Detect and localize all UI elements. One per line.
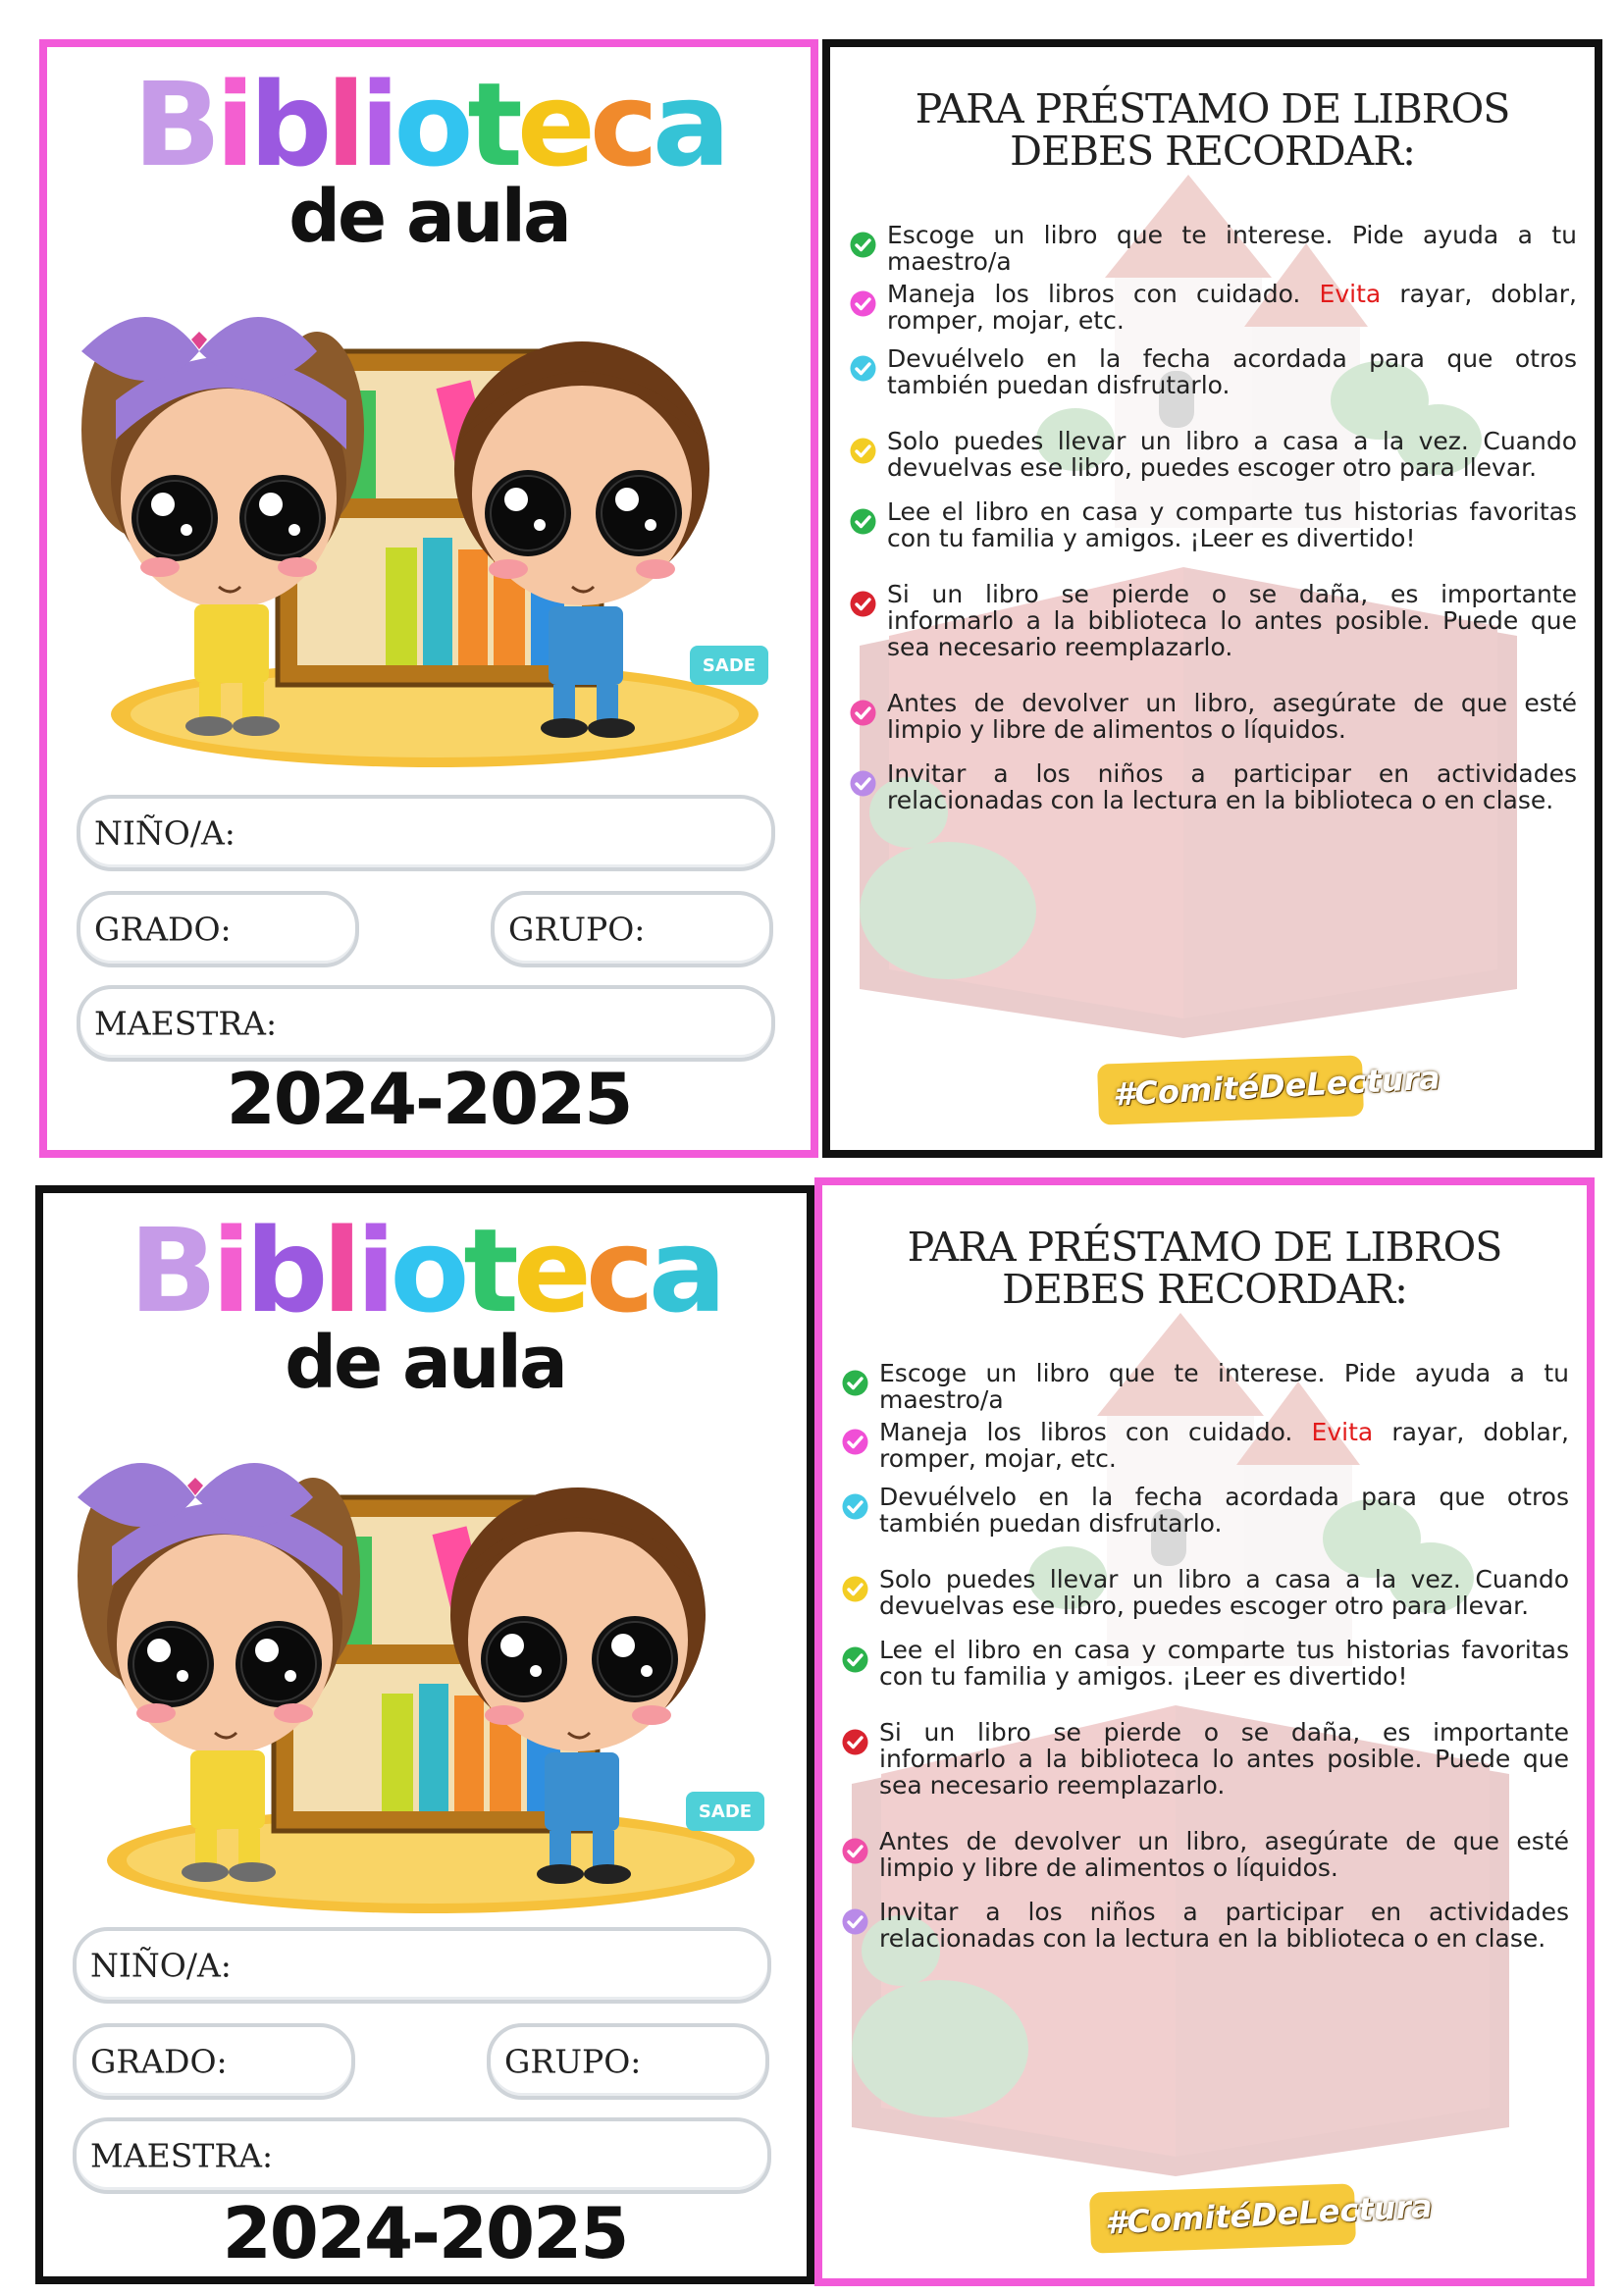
rule-text: Antes de devolver un libro, asegúrate de que esté limpio y libre de alimentos o líquidos. — [879, 1827, 1569, 1882]
rule-item — [850, 760, 1577, 813]
check-circle-icon — [842, 1908, 868, 1935]
rules-title-line2: DEBES RECORDAR: — [1002, 1265, 1407, 1313]
title-letter: c — [585, 1203, 649, 1338]
title-letter: t — [467, 57, 517, 192]
cover-title — [47, 57, 811, 192]
title-letter: e — [512, 1203, 586, 1338]
kids-bookshelf-illustration — [58, 1438, 804, 1933]
sade-logo — [686, 1792, 764, 1831]
rules-title-line1: PARA PRÉSTAMO DE LIBROS — [915, 85, 1510, 132]
nino-label: NIÑO/A: — [94, 813, 236, 853]
title-letter: o — [393, 57, 468, 192]
grado-field[interactable] — [77, 891, 359, 967]
rule-item — [842, 1719, 1569, 1799]
rule-text: Devuélvelo en la fecha acordada para que otros también puedan disfrutarlo. — [879, 1483, 1569, 1538]
school-year: 2024-2025 — [226, 1058, 632, 1140]
title-letter: i — [355, 1203, 391, 1338]
title-letter: i — [215, 57, 249, 192]
hashtag-label: #ComitéDeLectura — [1112, 1059, 1441, 1114]
maestra-field[interactable] — [73, 2117, 771, 2194]
grado-field[interactable] — [73, 2023, 355, 2100]
title-letter: b — [248, 57, 327, 192]
rule-item — [850, 428, 1577, 481]
rules-title-line2: DEBES RECORDAR: — [1010, 127, 1415, 175]
title-letter: b — [244, 1203, 323, 1338]
rule-highlight: Evita — [1311, 1418, 1374, 1446]
rule-item — [842, 1637, 1569, 1690]
rule-item — [842, 1484, 1569, 1537]
rule-item — [842, 1566, 1569, 1619]
rule-item — [850, 222, 1577, 275]
check-circle-icon — [842, 1729, 868, 1755]
rule-text: Invitar a los niños a participar en actividades relacionadas con la lectura en la biblioteca o en clase. — [887, 759, 1577, 814]
check-circle-icon — [842, 1646, 868, 1673]
rule-text: rayar, doblar, romper, mojar, etc. — [879, 1418, 1569, 1473]
check-circle-icon — [842, 1370, 868, 1396]
rule-text: Lee el libro en casa y comparte tus historias favoritas con tu familia y amigos. ¡Leer es divertido! — [887, 497, 1577, 552]
title-letter: a — [648, 1203, 721, 1338]
title-letter: B — [129, 1203, 212, 1338]
svg-text:SADE: SADE — [702, 655, 757, 676]
check-circle-icon — [850, 355, 876, 382]
rules-card-bottom — [814, 1177, 1595, 2286]
rule-text: Escoge un libro que te interese. Pide ayuda a tu maestro/a — [887, 221, 1577, 276]
hashtag-label: #ComitéDeLectura — [1104, 2187, 1434, 2242]
rules-list — [842, 1360, 1569, 1952]
grupo-label: GRUPO: — [504, 2042, 642, 2081]
cover-title-block — [43, 1203, 807, 1405]
maestra-label: MAESTRA: — [90, 2136, 274, 2175]
rule-text: Si un libro se pierde o se daña, es importante informarlo a la biblioteca lo antes posible. Puede que sea necesario reemplazarlo. — [879, 1718, 1569, 1800]
rule-item — [842, 1899, 1569, 1952]
check-circle-icon — [842, 1838, 868, 1864]
cover-title — [43, 1203, 807, 1338]
grupo-field[interactable] — [491, 891, 773, 967]
cover-card-bottom — [35, 1185, 814, 2284]
rule-text: Solo puedes llevar un libro a casa a la vez. Cuando devuelvas ese libro, puedes escoger otro para llevar. — [879, 1565, 1569, 1620]
check-circle-icon — [842, 1493, 868, 1520]
school-year: 2024-2025 — [222, 2192, 628, 2274]
title-letter: t — [463, 1203, 513, 1338]
check-circle-icon — [850, 591, 876, 617]
rules-title — [830, 85, 1595, 175]
rule-item — [842, 1828, 1569, 1881]
check-circle-icon — [842, 1576, 868, 1602]
check-circle-icon — [842, 1429, 868, 1455]
title-letter: e — [516, 57, 590, 192]
rule-text: Devuélvelo en la fecha acordada para que otros también puedan disfrutarlo. — [887, 344, 1577, 399]
check-circle-icon — [850, 232, 876, 258]
check-circle-icon — [850, 700, 876, 726]
cover-subtitle: de aula — [288, 174, 569, 259]
rule-text: Invitar a los niños a participar en actividades relacionadas con la lectura en la biblioteca o en clase. — [879, 1898, 1569, 1953]
cover-title-block — [47, 57, 811, 259]
rule-item — [850, 281, 1577, 334]
svg-text:SADE: SADE — [698, 1801, 753, 1822]
title-letter: i — [211, 1203, 245, 1338]
title-letter: l — [322, 1203, 356, 1338]
check-circle-icon — [850, 290, 876, 317]
title-letter: o — [390, 1203, 464, 1338]
rules-card-top — [822, 39, 1602, 1158]
rules-list — [850, 222, 1577, 813]
sade-logo — [690, 646, 768, 685]
cover-subtitle: de aula — [285, 1320, 565, 1405]
title-letter: i — [359, 57, 394, 192]
grupo-field[interactable] — [487, 2023, 769, 2100]
check-circle-icon — [850, 438, 876, 464]
rule-item — [850, 345, 1577, 398]
rule-highlight: Evita — [1319, 280, 1382, 308]
cover-card-top — [39, 39, 818, 1158]
rule-item — [850, 498, 1577, 551]
rule-text: Maneja los libros con cuidado. — [879, 1418, 1312, 1446]
check-circle-icon — [850, 508, 876, 535]
nino-label: NIÑO/A: — [90, 1946, 232, 1985]
rule-item — [842, 1419, 1569, 1472]
maestra-field[interactable] — [77, 985, 775, 1062]
rule-item — [842, 1360, 1569, 1413]
title-letter: B — [132, 57, 216, 192]
nino-field[interactable] — [73, 1927, 771, 2004]
rule-text: Si un libro se pierde o se daña, es importante informarlo a la biblioteca lo antes posible. Puede que sea necesario reemplazarlo. — [887, 580, 1577, 661]
title-letter: a — [652, 57, 725, 192]
grado-label: GRADO: — [94, 910, 232, 949]
rule-text: Escoge un libro que te interese. Pide ayuda a tu maestro/a — [879, 1359, 1569, 1414]
rule-text: Maneja los libros con cuidado. — [887, 280, 1320, 308]
grupo-label: GRUPO: — [508, 910, 646, 949]
rules-title — [822, 1224, 1587, 1313]
title-letter: l — [326, 57, 360, 192]
rule-text: rayar, doblar, romper, mojar, etc. — [887, 280, 1577, 335]
rules-title-line1: PARA PRÉSTAMO DE LIBROS — [907, 1224, 1502, 1271]
rule-text: Lee el libro en casa y comparte tus historias favoritas con tu familia y amigos. ¡Leer es divertido! — [879, 1636, 1569, 1691]
maestra-label: MAESTRA: — [94, 1004, 278, 1043]
kids-bookshelf-illustration — [62, 292, 808, 787]
rule-text: Solo puedes llevar un libro a casa a la vez. Cuando devuelvas ese libro, puedes escoger otro para llevar. — [887, 427, 1577, 482]
rule-item — [850, 690, 1577, 743]
rule-text: Antes de devolver un libro, asegúrate de que esté limpio y libre de alimentos o líquidos. — [887, 689, 1577, 744]
title-letter: c — [589, 57, 653, 192]
nino-field[interactable] — [77, 795, 775, 871]
rule-item — [850, 581, 1577, 660]
check-circle-icon — [850, 770, 876, 797]
grado-label: GRADO: — [90, 2042, 228, 2081]
